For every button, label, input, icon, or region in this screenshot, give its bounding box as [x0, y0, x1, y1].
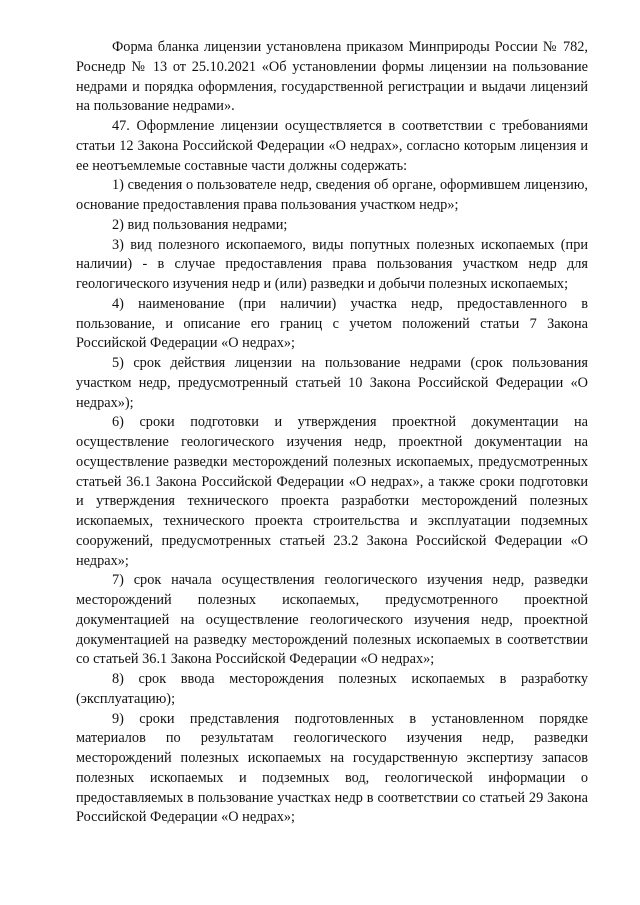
document-body	[76, 38, 588, 828]
list-item-6: 6) сроки подготовки и утверждения проектной документации на осуществление геологического изучения недр, проектной документации на осуществление разведки месторождений полезных ископаемых, предусмотренных статьей 36.1 Закона Российской Федерации «О недрах», а также сроки подготовки и утверждения технического проекта разработки месторождений полезных ископаемых, технического проекта строительства и эксплуатации подземных сооружений, предусмотренных статьей 23.2 Закона Российской Федерации «О недрах»;	[76, 414, 588, 569]
paragraph-license-form-note: Форма бланка лицензии установлена приказом Минприроды России № 782, Роснедр № 13 от 25.10.2021 «Об установлении формы лицензии на пользование недрами и порядка оформления, государственной регистрации и выдачи лицензий на пользование недрами».	[76, 39, 588, 115]
list-item-1: 1) сведения о пользователе недр, сведения об органе, оформившем лицензию, основание предоставления права пользования участком недр»;	[76, 177, 588, 213]
list-item-9: 9) сроки представления подготовленных в установленном порядке материалов по результатам геологического изучения недр, разведки месторождений полезных ископаемых на государственную экспертизу запасов полезных ископаемых и подземных вод, геологической информации о предоставляемых в пользование участках недр в соответствии со статьей 29 Закона Российской Федерации «О недрах»;	[76, 710, 588, 826]
list-item-2: 2) вид пользования недрами;	[112, 216, 288, 233]
list-item-5: 5) срок действия лицензии на пользование недрами (срок пользования участком недр, предусмотренный статьей 10 Закона Российской Федерации «О недрах»);	[76, 355, 588, 411]
list-item-4: 4) наименование (при наличии) участка недр, предоставленного в пользование, и описание его границ с учетом положений статьи 7 Закона Российской Федерации «О недрах»;	[76, 295, 588, 352]
list-item-3: 3) вид полезного ископаемого, виды попутных полезных ископаемых (при наличии) - в случае предоставления права пользования участком недр для геологического изучения недр и (или) разведки и добычи полезных ископаемых;	[76, 236, 588, 292]
paragraph-item-47: 47. Оформление лицензии осуществляется в соответствии с требованиями статьи 12 Закона Российской Федерации «О недрах», согласно которым лицензия и ее неотъемлемые составные части должны содержать:	[76, 118, 588, 174]
list-item-7: 7) срок начала осуществления геологического изучения недр, разведки месторождений полезных ископаемых, предусмотренного проектной документацией на осуществление геологического изучения недр, проектной документацией на разведку месторождений полезных ископаемых в соответствии со статьей 36.1 Закона Российской Федерации «О недрах»;	[76, 572, 588, 668]
list-item-8: 8) срок ввода месторождения полезных ископаемых в разработку (эксплуатацию);	[76, 671, 588, 707]
